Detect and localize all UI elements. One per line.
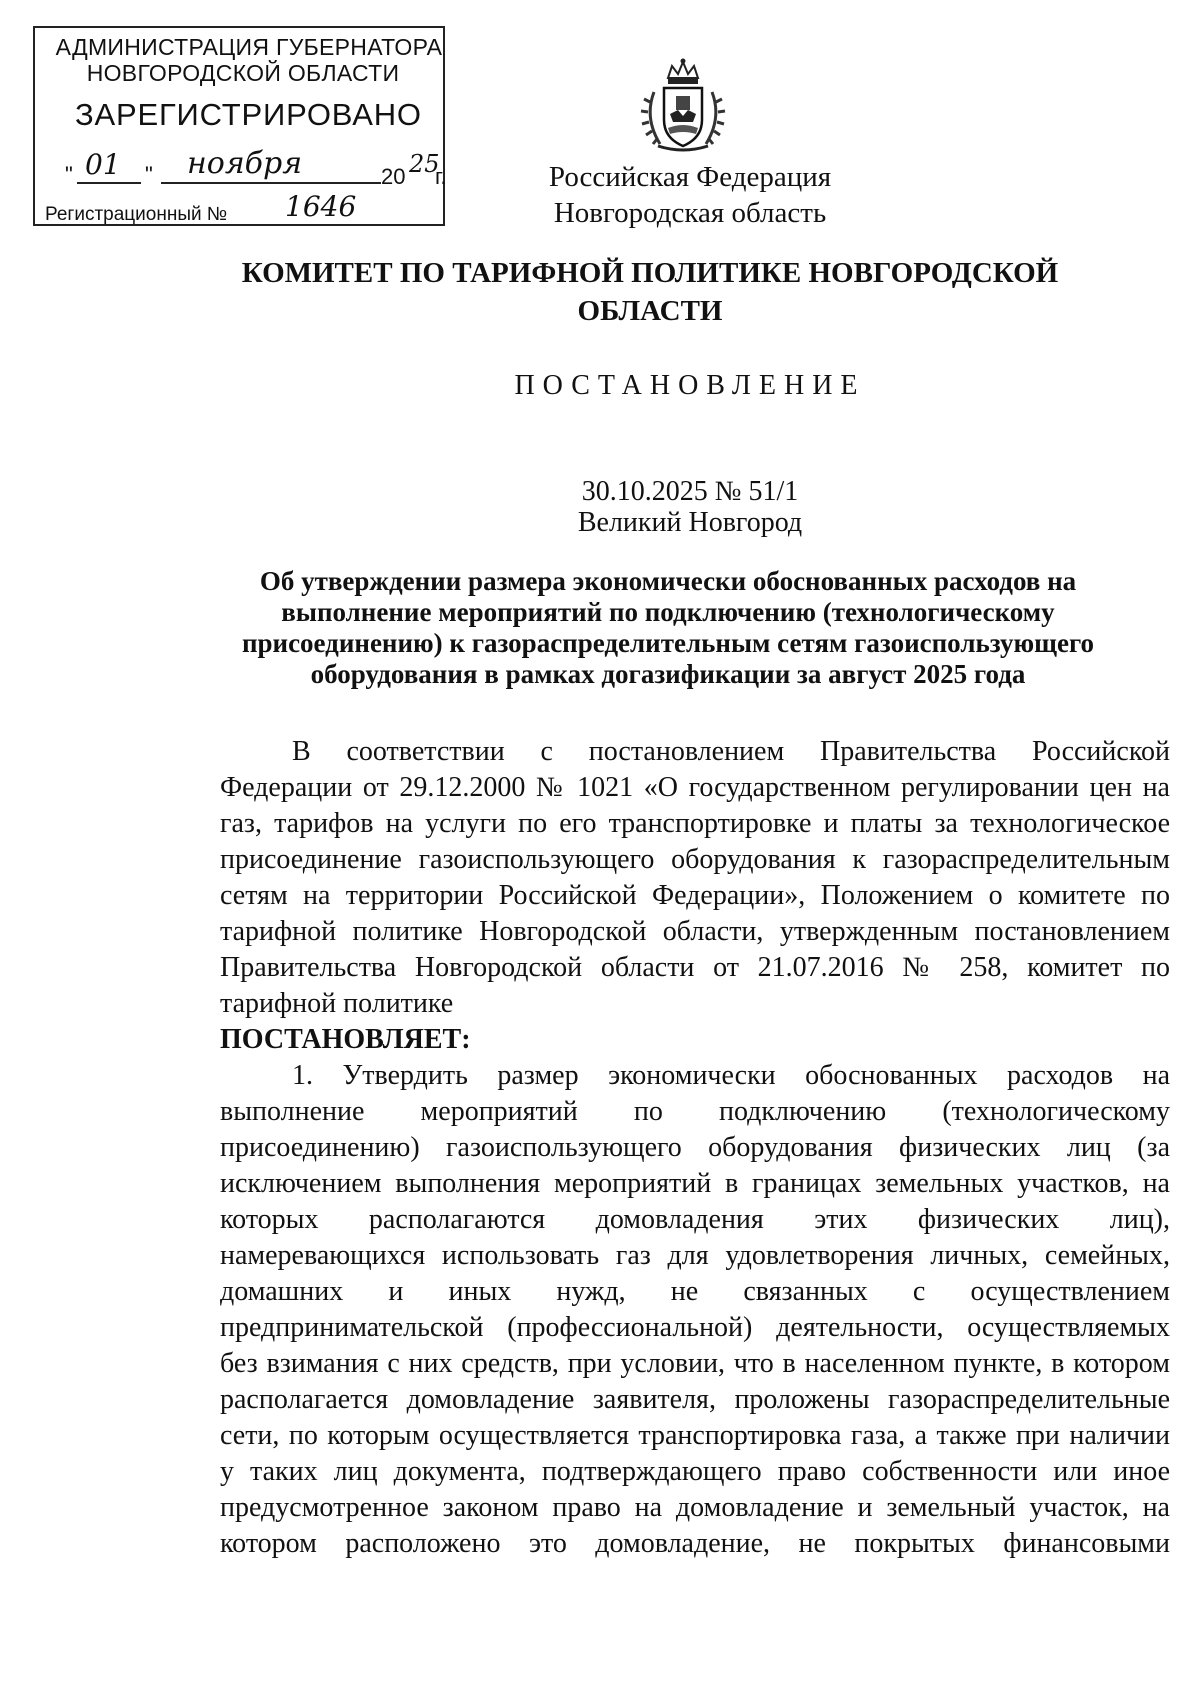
clause-line: исключением выполнения мероприятий в границах земельных участков, на [220, 1168, 1170, 1199]
subject-line: присоединению) к газораспределительным сетям газоиспользующего [241, 628, 1095, 658]
clause-line: намеревающихся использовать газ для удовлетворения личных, семейных, [220, 1240, 1170, 1271]
clause-line: 1. Утвердить размер экономически обоснованных расходов на [292, 1060, 1170, 1091]
document-city: Великий Новгород [577, 507, 803, 538]
stamp-line-region: НОВГОРОДСКОЙ ОБЛАСТИ [86, 60, 400, 86]
clause-line: котором расположено это домовладение, не покрытых финансовыми [220, 1528, 1170, 1559]
stamp-date-row [65, 146, 447, 192]
document-subject [218, 566, 1118, 690]
preamble-line: присоединение газоиспользующего оборудования к газораспределительным [220, 844, 1170, 875]
stamp-quote-open: " [65, 162, 73, 187]
registration-stamp [33, 26, 445, 226]
stamp-line-administration: АДМИНИСТРАЦИЯ ГУБЕРНАТОРА [55, 34, 443, 60]
preamble-line: Федерации от 29.12.2000 № 1021 «О государственном регулировании цен на [220, 772, 1170, 803]
preamble-line: Правительства Новгородской области от 21.07.2016 № 258, комитет по [220, 952, 1170, 983]
stamp-year-suffix: г. [435, 164, 447, 189]
clause-line: домашних и иных нужд, не связанных с осуществлением [220, 1276, 1170, 1307]
preamble-line: газ, тарифов на услуги по его транспортировке и платы за технологическое [220, 808, 1170, 839]
clause-line: присоединению) газоиспользующего оборудования физических лиц (за [220, 1132, 1170, 1163]
preamble-line: тарифной политике [220, 988, 454, 1019]
clause-line: располагается домовладение заявителя, проложены газораспределительные [220, 1384, 1170, 1415]
stamp-registered: ЗАРЕГИСТРИРОВАНО [75, 97, 422, 132]
preamble-line: сетям на территории Российской Федерации», Положением о комитете по [220, 880, 1170, 911]
subject-line: оборудования в рамках догазификации за август 2025 года [310, 659, 1026, 689]
stamp-handwritten-month: ноября [187, 146, 303, 181]
novgorod-coat-of-arms-icon [638, 58, 728, 156]
clause-line: без взимания с них средств, при условии, что в населенном пункте, в котором [220, 1348, 1170, 1379]
resolves-heading: ПОСТАНОВЛЯЕТ: [220, 1024, 471, 1055]
committee-title-line2: ОБЛАСТИ [577, 295, 723, 327]
document-type: ПОСТАНОВЛЕНИЕ [514, 370, 866, 401]
stamp-quote-close: " [145, 162, 153, 187]
clause-line: предпринимательской (профессиональной) деятельности, осуществляемых [220, 1312, 1170, 1343]
stamp-registration-row [45, 190, 437, 230]
subject-line: Об утверждении размера экономически обоснованных расходов на [259, 566, 1077, 596]
stamp-handwritten-day: 01 [85, 148, 121, 181]
stamp-month-underline [161, 182, 381, 184]
clause-line: сети, по которым осуществляется транспортировка газа, а также при наличии [220, 1420, 1170, 1451]
document-date-number: 30.10.2025 № 51/1 [581, 476, 799, 507]
clause-line: которых располагаются домовладения этих физических лиц), [220, 1204, 1170, 1235]
committee-title [220, 254, 1080, 330]
subject-line: выполнение мероприятий по подключению (технологическому [281, 597, 1055, 627]
clause-line: выполнение мероприятий по подключению (технологическому [220, 1096, 1170, 1127]
region-name: Новгородская область [553, 197, 827, 229]
preamble-line: тарифной политике Новгородской области, утвержденным постановлением [220, 916, 1170, 947]
clause-1-paragraph [220, 1058, 1170, 1562]
stamp-registration-label: Регистрационный № [45, 204, 228, 225]
stamp-handwritten-year: 25 [409, 150, 440, 178]
clause-line: у таких лиц документа, подтверждающего право собственности или иное [220, 1456, 1170, 1487]
preamble-line: В соответствии с постановлением Правительства Российской [292, 736, 1170, 767]
preamble-paragraph [220, 734, 1170, 1022]
document-body [220, 734, 1170, 1562]
stamp-number-underline [267, 224, 435, 226]
stamp-handwritten-number: 1646 [285, 190, 357, 223]
stamp-year-prefix: 20 [381, 164, 406, 189]
committee-title-line1: КОМИТЕТ ПО ТАРИФНОЙ ПОЛИТИКЕ НОВГОРОДСКОЙ [241, 257, 1059, 289]
clause-line: предусмотренное законом право на домовладение и земельный участок, на [220, 1492, 1170, 1523]
stamp-day-underline [77, 182, 141, 184]
country-name: Российская Федерация [548, 161, 832, 193]
